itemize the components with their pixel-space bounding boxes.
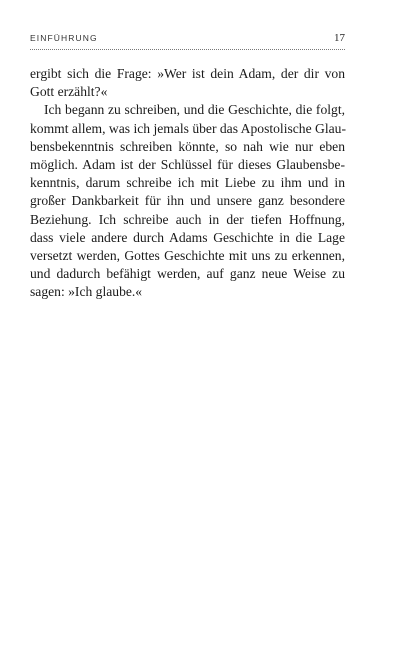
text-line: dass viele andere durch Adams Geschichte in die Lage	[30, 229, 345, 245]
text-line: und dadurch befähigt werden, auf ganz neue Weise zu	[30, 266, 345, 282]
text-line: Gott erzählt?«	[30, 84, 108, 100]
text-line: versetzt werden, Gottes Geschichte mit uns zu erkennen,	[30, 247, 345, 263]
paragraph-1	[30, 65, 345, 101]
paragraph-2	[30, 101, 345, 301]
text-line: großer Dankbarkeit für ihn und unsere ganz besondere	[30, 193, 345, 209]
text-line: bensbekenntnis schreiben könnte, so nah wie nur eben	[30, 138, 345, 154]
text-line: Ich begann zu schreiben, und die Geschichte, die folgt,	[44, 102, 345, 118]
section-title: EINFÜHRUNG	[30, 33, 98, 43]
text-line: sagen: »Ich glaube.«	[30, 284, 143, 300]
running-head	[30, 32, 345, 46]
text-line: ergibt sich die Frage: »Wer ist dein Adam, der dir von	[30, 66, 345, 81]
text-line: Beziehung. Ich schreibe auch in der tiefen Hoffnung,	[30, 211, 345, 227]
body-text	[30, 65, 345, 301]
text-line: möglich. Adam ist der Schlüssel für dieses Glaubensbe-	[30, 156, 345, 172]
text-line: kenntnis, darum schreibe ich mit Liebe zu ihm und in	[30, 175, 345, 191]
text-line: kommt allem, was ich jemals über das Apostolische Glau-	[30, 120, 346, 136]
dotted-header-rule	[30, 49, 345, 50]
page-number: 17	[334, 32, 345, 44]
